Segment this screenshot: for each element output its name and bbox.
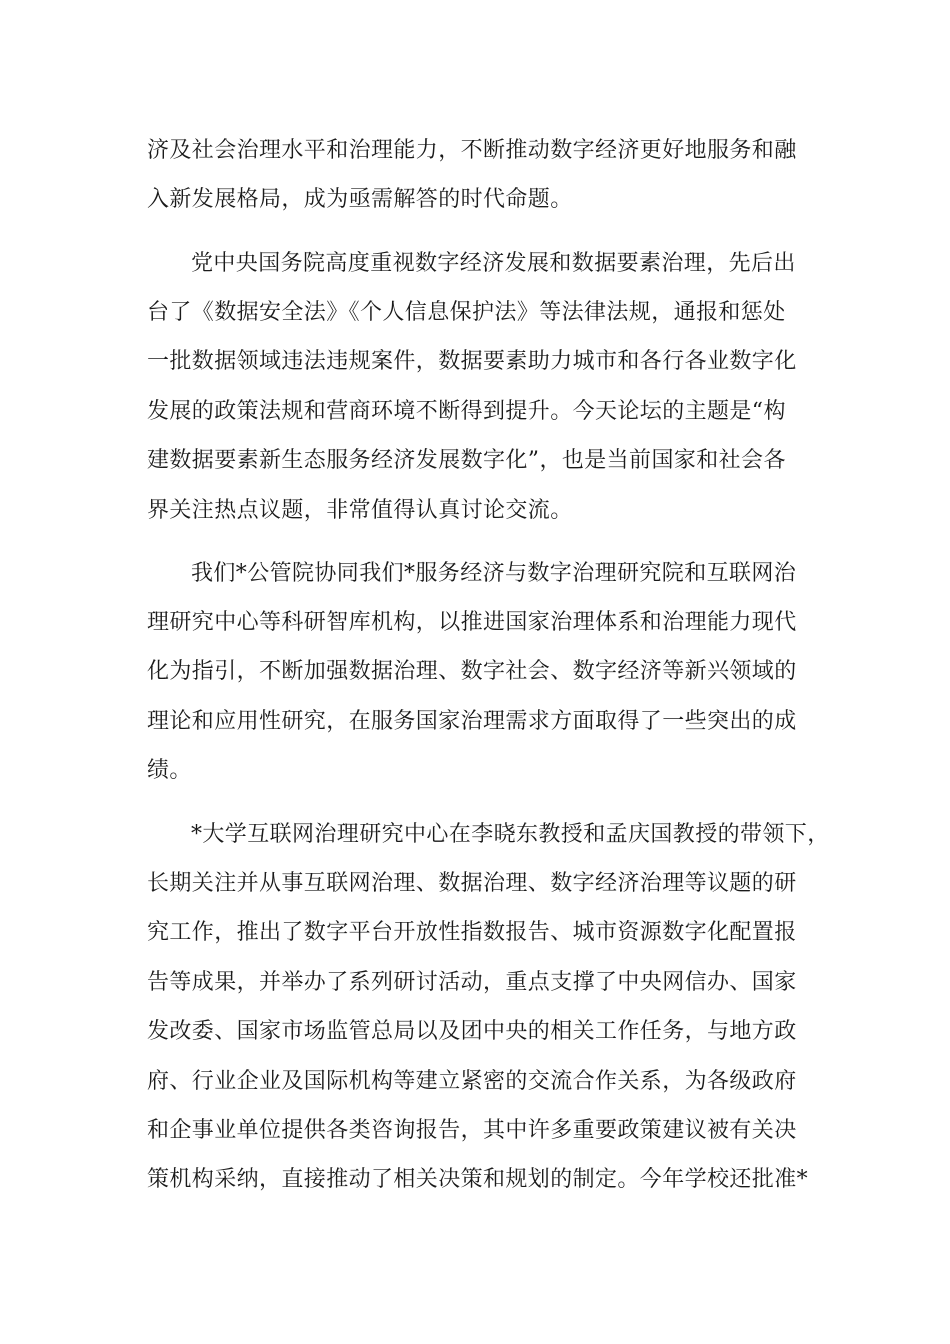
paragraph-4-line-8: 策机构采纳，直接推动了相关决策和规划的制定。今年学校还批准*: [147, 1167, 809, 1192]
paragraph-4-line-1: *大学互联网治理研究中心在李晓东教授和孟庆国教授的带领下，: [191, 822, 830, 847]
paragraph-2-line-3: 一批数据领域违法违规案件，数据要素助力城市和各行各业数字化: [147, 349, 797, 374]
paragraph-1-line-1: 济及社会治理水平和治理能力，不断推动数字经济更好地服务和融: [147, 138, 797, 163]
paragraph-2-line-4: 发展的政策法规和营商环境不断得到提升。今天论坛的主题是“构: [147, 399, 786, 424]
paragraph-3-line-1: 我们*公管院协同我们*服务经济与数字治理研究院和互联网治: [191, 561, 797, 586]
paragraph-4-line-5: 发改委、国家市场监管总局以及团中央的相关工作任务，与地方政: [147, 1019, 797, 1044]
paragraph-4-line-6: 府、行业企业及国际机构等建立紧密的交流合作关系，为各级政府: [147, 1069, 797, 1094]
paragraph-3-line-3: 化为指引，不断加强数据治理、数字社会、数字经济等新兴领域的: [147, 659, 797, 684]
paragraph-2-line-5: 建数据要素新生态服务经济发展数字化”，也是当前国家和社会各: [147, 448, 786, 473]
paragraph-4-line-3: 究工作，推出了数字平台开放性指数报告、城市资源数字化配置报: [147, 920, 797, 945]
paragraph-2-line-6: 界关注热点议题，非常值得认真讨论交流。: [147, 498, 573, 523]
paragraph-4-line-2: 长期关注并从事互联网治理、数据治理、数字经济治理等议题的研: [147, 871, 797, 896]
paragraph-2-line-2: 台了《数据安全法》《个人信息保护法》等法律法规，通报和惩处: [147, 300, 786, 325]
paragraph-3-line-2: 理研究中心等科研智库机构，以推进国家治理体系和治理能力现代: [147, 610, 797, 635]
paragraph-3-line-5: 绩。: [147, 758, 192, 783]
paragraph-4-line-4: 告等成果，并举办了系列研讨活动，重点支撑了中央网信办、国家: [147, 970, 797, 995]
paragraph-2-line-1: 党中央国务院高度重视数字经济发展和数据要素治理，先后出: [191, 251, 796, 276]
paragraph-4-line-7: 和企事业单位提供各类咨询报告，其中许多重要政策建议被有关决: [147, 1118, 797, 1143]
paragraph-3-line-4: 理论和应用性研究，在服务国家治理需求方面取得了一些突出的成: [147, 709, 797, 734]
paragraph-1-line-2: 入新发展格局，成为亟需解答的时代命题。: [147, 187, 573, 212]
